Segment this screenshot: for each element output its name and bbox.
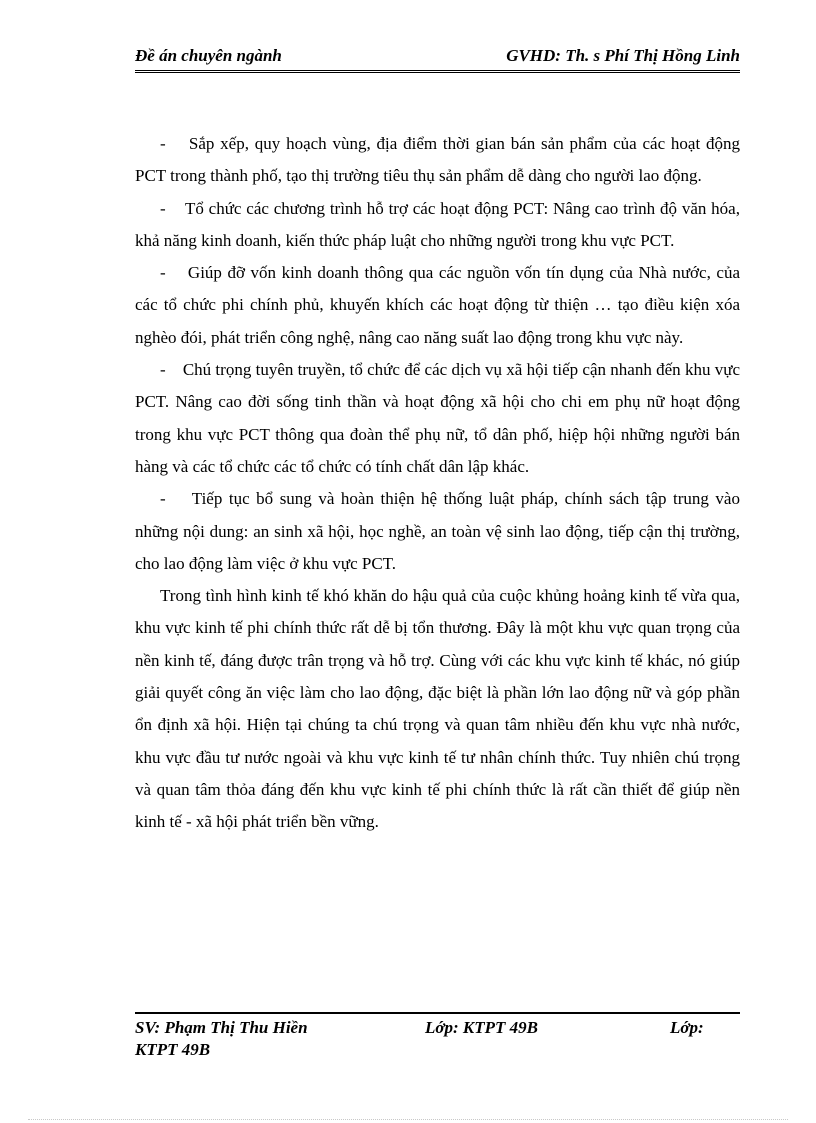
class-value-repeat: KTPT 49B	[135, 1040, 211, 1059]
bullet-paragraph: - Tổ chức các chương trình hỗ trợ các hoạt động PCT: Nâng cao trình độ văn hóa, khả năng kinh doanh, kiến thức pháp luật cho những người trong khu vực PCT.	[135, 193, 740, 258]
page-footer	[135, 1017, 740, 1061]
student-name: SV: Phạm Thị Thu Hiền	[135, 1018, 308, 1037]
bullet-paragraph: - Sắp xếp, quy hoạch vùng, địa điểm thời gian bán sản phẩm của các hoạt động PCT trong thành phố, tạo thị trường tiêu thụ sản phẩm dễ dàng cho người lao động.	[135, 128, 740, 193]
class-label-repeat: Lớp:	[670, 1018, 704, 1037]
page-header	[135, 46, 740, 73]
page-bottom-border	[28, 1119, 788, 1120]
footer-divider	[135, 1012, 740, 1014]
bullet-paragraph: - Tiếp tục bổ sung và hoàn thiện hệ thống luật pháp, chính sách tập trung vào những nội dung: an sinh xã hội, học nghề, an toàn vệ sinh lao động, tiếp cận thị trường, cho lao động làm việc ở khu vực PCT.	[135, 483, 740, 580]
document-title: Đề án chuyên ngành	[135, 46, 282, 65]
bullet-paragraph: - Chú trọng tuyên truyền, tổ chức để các dịch vụ xã hội tiếp cận nhanh đến khu vực PCT. Nâng cao đời sống tinh thần và hoạt động xã hội cho chi em phụ nữ hoạt động trong khu vực PCT thông qua đoàn thể phụ nữ, tổ dân phố, hiệp hội những người bán hàng và các tổ chức các tổ chức có tính chất dân lập khác.	[135, 354, 740, 483]
bullet-paragraph: - Giúp đỡ vốn kinh doanh thông qua các nguồn vốn tín dụng của Nhà nước, của các tổ chức phi chính phủ, khuyến khích các hoạt động từ thiện … tạo điều kiện xóa nghèo đói, phát triển công nghệ, nâng cao năng suất lao động trong khu vực này.	[135, 257, 740, 354]
body-paragraph: Trong tình hình kinh tế khó khăn do hậu quả của cuộc khủng hoảng kinh tế vừa qua, khu vực kinh tế phi chính thức rất dễ bị tổn thương. Đây là một khu vực quan trọng của nền kinh tế, đáng được trân trọng và hỗ trợ. Cùng với các khu vực kinh tế khác, nó giúp giải quyết công ăn việc làm cho lao động, đặc biệt là phần lớn lao động nữ và góp phần ổn định xã hội. Hiện tại chúng ta chú trọng và quan tâm nhiều đến khu vực nhà nước, khu vực đầu tư nước ngoài và khu vực kinh tế tư nhân chính thức. Tuy nhiên chú trọng và quan tâm thỏa đáng đến khu vực kinh tế phi chính thức là rất cần thiết để giúp nền kinh tế - xã hội phát triển bền vững.	[135, 586, 740, 832]
class-label: Lớp: KTPT 49B	[425, 1018, 538, 1037]
document-body	[135, 128, 740, 839]
supervisor: GVHD: Th. s Phí Thị Hồng Linh	[506, 46, 740, 65]
